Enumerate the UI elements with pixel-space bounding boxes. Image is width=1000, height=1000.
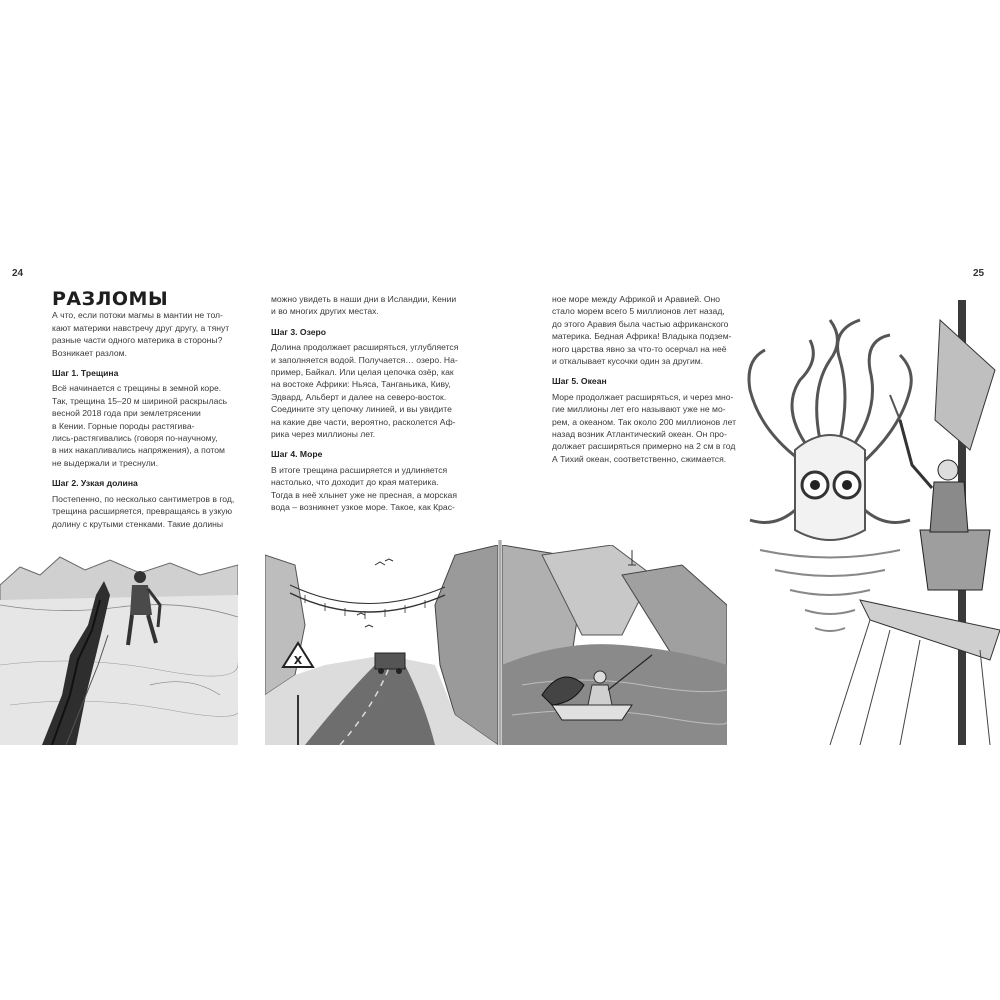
valley-bridge-illustration	[265, 545, 498, 745]
column-1	[52, 288, 257, 538]
page-number-left: 24	[12, 268, 24, 279]
step-3-section: Шаг 3. Озеро Долина продолжает расширяться, углубляется и заполняется водой. Получается… озеро. На- пример, Байкал. Или целая цепочка озёр, как на востоке Африки: Ньяса, Танганьика, Киву, Эдвард, Альберт и далее на северо-восток. Соедините эту цепочку линией, и вы увидите на какие две части, вероятно, расколется Аф- рика через миллионы лет.	[271, 326, 486, 441]
step-4-section: Шаг 4. Море В итоге трещина расширяется и удлиняется настолько, что доходит до края материка. Тогда в неё хлынет уже не пресная, а морская вода – возникнет узкое море. Такое, как Крас-	[271, 448, 486, 513]
intro-paragraph: А что, если потоки магмы в мантии не тол- кают материки навстречу друг другу, а тянут разные части одного материка в стороны? Возникает разлом.	[52, 310, 230, 358]
column-3	[552, 293, 742, 473]
step-1-heading: Шаг 1. Трещина	[52, 368, 119, 379]
step-5-section: Шаг 5. Океан Море продолжает расширяться, и через мно- гие миллионы лет его называют уже не мо- рем, а океаном. Так около 200 миллионов лет назад возник Атлантический океан. Он про- должает расширяться примерно на 2 см в год А Тихий океан, соответственно, сжимается.	[552, 375, 742, 465]
page-number-right: 25	[973, 268, 985, 279]
step-1-section: Шаг 1. Трещина Всё начинается с трещины в земной коре. Так, трещина 15–20 м шириной раскрылась весной 2018 года при землетрясении в Кении. Горные породы растягива- лись-растягивались (говоря по-научному, в них накапливались напряжения), а потом не выдержали и треснули.	[52, 367, 257, 469]
chapter-title: РАЗЛОМЫ	[52, 288, 169, 310]
continuation-paragraph-right: ное море между Африкой и Аравией. Оно стало морем всего 5 миллионов лет назад, до этого Аравия была частью африканского материка. Бедная Африка! Владыка подзем- ного царства явно за что-то осерчал на неё и откалывает кусочки один за другим.	[552, 294, 732, 367]
step-4-heading: Шаг 4. Море	[271, 449, 323, 460]
continuation-paragraph: можно увидеть в наши дни в Исландии, Кении и во многих других местах.	[271, 294, 457, 317]
road-sign-letter: X	[293, 654, 303, 667]
step-5-heading: Шаг 5. Океан	[552, 376, 607, 387]
step-2-section: Шаг 2. Узкая долина Постепенно, по несколько сантиметров в год, трещина расширяется, превращаясь в узкую долину с крутыми стенками. Такие долины	[52, 477, 257, 530]
step-3-heading: Шаг 3. Озеро	[271, 326, 327, 337]
step-2-heading: Шаг 2. Узкая долина	[52, 478, 138, 489]
lake-boat-illustration	[502, 545, 727, 745]
kraken-ship-illustration	[720, 300, 1000, 745]
crack-illustration	[0, 545, 238, 745]
column-2	[271, 293, 486, 522]
